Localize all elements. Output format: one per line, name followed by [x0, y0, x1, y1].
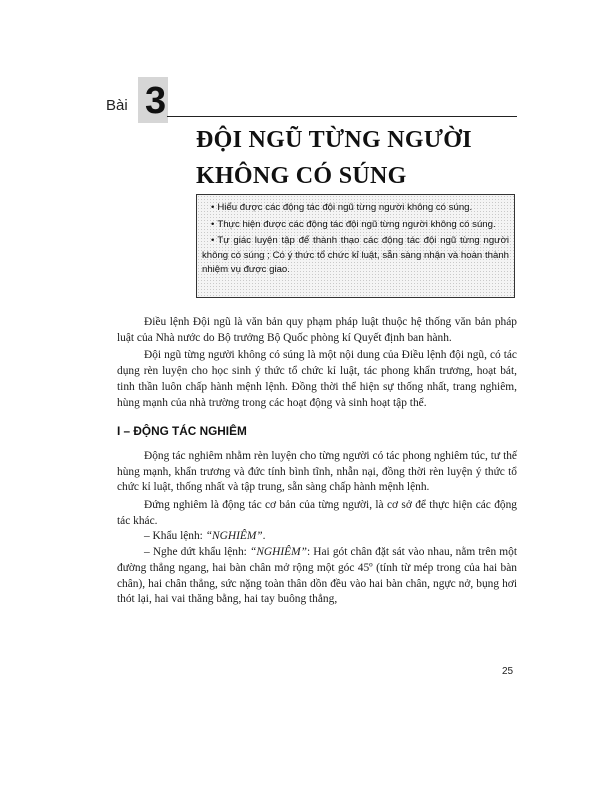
bullet-icon: •: [211, 202, 215, 213]
section-paragraph: Động tác nghiêm nhằm rèn luyện cho từng người có tác phong nghiêm túc, tư thế hùng mạnh, khẩn trương và đức tính bình tĩnh, nhẫn nại, đồng thời rèn luyện ý thức tổ chức kỉ luật, thống nhất và tập trung, sẵn sàng chấp hành mệnh lệnh.: [117, 449, 517, 494]
lesson-number: 3: [145, 80, 167, 122]
objectives-box: [196, 194, 515, 298]
intro-paragraph: Đội ngũ từng người không có súng là một nội dung của Điều lệnh đội ngũ, có tác dụng rèn luyện cho học sinh ý thức tổ chức kỉ luật, tác phong khẩn trương, hoạt bát, tinh thần luôn chấp hành mệnh lệnh. Đồng thời thể hiện sự thống nhất, trang nghiêm, hùng mạnh của nhà trường trong các hoạt động và sinh hoạt tập thể.: [117, 349, 517, 409]
objective-item: • Thực hiện được các động tác đội ngũ từng người không có súng.: [211, 218, 496, 230]
lesson-title: [196, 122, 526, 194]
main-content: [117, 315, 517, 608]
section-heading: I – ĐỘNG TÁC NGHIÊM: [117, 424, 247, 439]
header-rule: [167, 116, 517, 117]
objective-item: • Tự giác luyện tập để thành thạo các động tác đội ngũ từng người không có súng ; Có ý thức tổ chức kỉ luật, sẵn sàng nhận và hoàn thành nhiệm vụ được giao.: [202, 235, 509, 275]
bullet-icon: •: [211, 218, 215, 230]
section-paragraph: Đứng nghiêm là động tác cơ bản của từng người, là cơ sở để thực hiện các động tác khác.: [117, 499, 517, 527]
intro-paragraph: Điều lệnh Đội ngũ là văn bản quy phạm pháp luật thuộc hệ thống văn bản pháp luật của Nhà nước do Bộ trưởng Bộ Quốc phòng kí Quyết định ban hành.: [117, 316, 517, 344]
command-line: – Khẩu lệnh: “NGHIÊM”.: [144, 530, 266, 543]
objective-item: • Hiểu được các động tác đội ngũ từng người không có súng.: [211, 202, 473, 213]
bullet-icon: •: [211, 235, 215, 246]
command-word: “NGHIÊM”: [205, 530, 263, 543]
page-number: 25: [502, 666, 514, 677]
action-paragraph: – Nghe dứt khẩu lệnh: “NGHIÊM”: Hai gót chân đặt sát vào nhau, nằm trên một đường thẳng ngang, hai bàn chân mở rộng một góc 45º (tính từ mép trong của hai bàn chân), hai chân thẳng, sức nặng toàn thân dồn đều vào hai bàn chân, ngực nở, bụng hơi thót lại, hai vai thăng bằng, hai tay buông thẳng,: [117, 546, 517, 606]
title-line-1: ĐỘI NGŨ TỪNG NGƯỜI: [196, 127, 472, 153]
title-line-2: KHÔNG CÓ SÚNG: [196, 163, 407, 189]
lesson-label: Bài: [106, 97, 128, 114]
command-word: “NGHIÊM”: [249, 546, 307, 559]
